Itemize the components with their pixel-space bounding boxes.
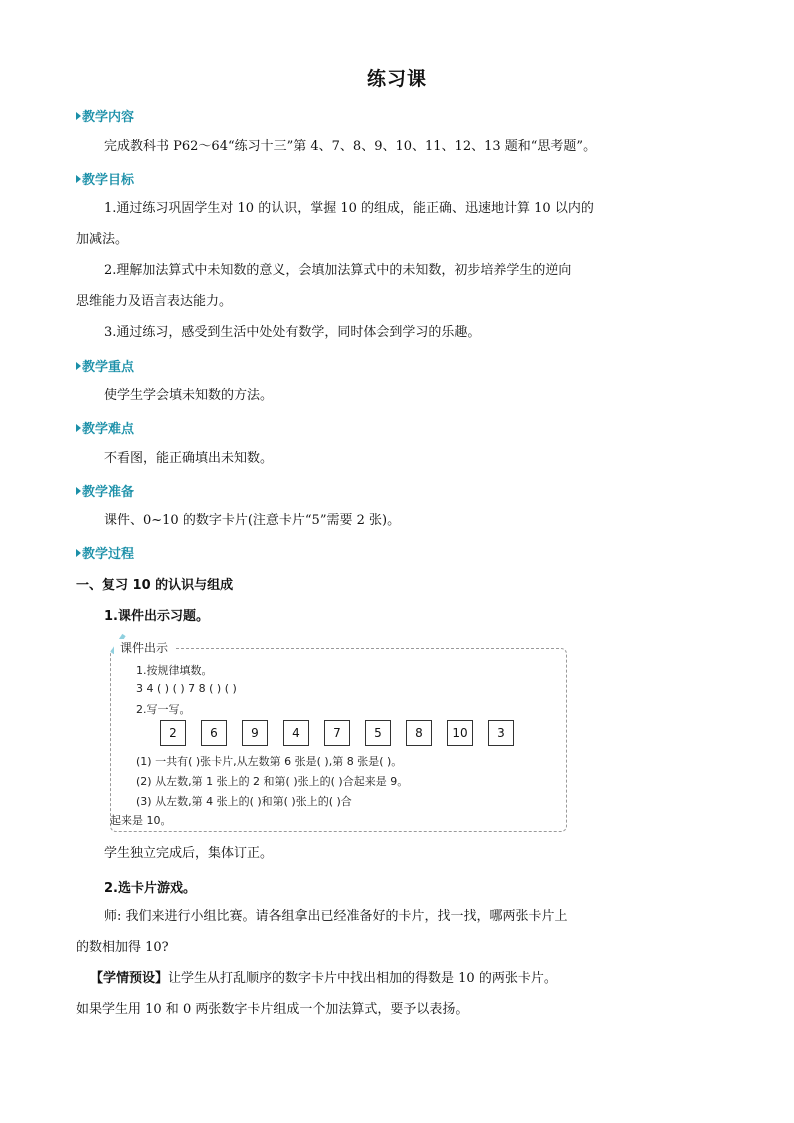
question-2: 2.写一写。 — [136, 703, 191, 716]
goal-1-line-2: 加减法。 — [76, 232, 129, 247]
difficult-text: 不看图，能正确填出未知数。 — [104, 451, 274, 466]
prep-text: 课件、0~10 的数字卡片(注意卡片“5”需要 2 张)。 — [104, 513, 401, 528]
part-1-heading: 一、复习 10 的认识与组成 — [76, 578, 234, 593]
triangle-bullet-icon — [76, 175, 81, 183]
section-heading-prep: 教学准备 — [76, 481, 134, 500]
section-heading-difficult: 教学难点 — [76, 418, 134, 437]
section-heading-key: 教学重点 — [76, 356, 134, 375]
key-text: 使学生学会填未知数的方法。 — [104, 388, 274, 403]
number-card: 7 — [324, 720, 350, 746]
step-2-heading: 2.选卡片游戏。 — [104, 881, 196, 896]
triangle-bullet-icon — [76, 112, 81, 120]
predict-paragraph — [90, 970, 557, 988]
goal-1-line-1: 1.通过练习巩固学生对 10 的认识，掌握 10 的组成，能正确、迅速地计算 10 以内的 — [104, 201, 594, 216]
section-heading-content: 教学内容 — [76, 106, 134, 125]
predict-line-2: 如果学生用 10 和 0 两张数字卡片组成一个加法算式，要予以表扬。 — [76, 1002, 469, 1017]
content-text: 完成教科书 P62～64“练习十三”第 4、7、8、9、10、11、12、13 题和“思考题”。 — [104, 139, 597, 154]
section-heading-goals: 教学目标 — [76, 169, 134, 188]
triangle-bullet-icon — [76, 424, 81, 432]
number-card: 2 — [160, 720, 186, 746]
triangle-bullet-icon — [76, 549, 81, 557]
number-card: 5 — [365, 720, 391, 746]
after-box-text: 学生独立完成后，集体订正。 — [104, 846, 274, 861]
teacher-line-2: 的数相加得 10? — [76, 940, 169, 955]
number-card: 3 — [488, 720, 514, 746]
number-card: 10 — [447, 720, 473, 746]
goal-2-line-1: 2.理解加法算式中未知数的意义，会填加法算式中的未知数，初步培养学生的逆向 — [104, 263, 572, 278]
triangle-bullet-icon — [76, 362, 81, 370]
step-1-heading: 1.课件出示习题。 — [104, 609, 209, 624]
triangle-bullet-icon — [76, 487, 81, 495]
goal-2-line-2: 思维能力及语言表达能力。 — [76, 294, 233, 309]
sub-question-3-line-2: 起来是 10。 — [110, 814, 172, 827]
number-card: 8 — [406, 720, 432, 746]
number-card: 4 — [283, 720, 309, 746]
teacher-line-1: 师: 我们来进行小组比赛。请各组拿出已经准备好的卡片，找一找，哪两张卡片上 — [104, 909, 568, 924]
sub-question-3-line-1: (3) 从左数,第 4 张上的( )和第( )张上的( )合 — [136, 795, 352, 808]
sub-question-1: (1) 一共有( )张卡片,从左数第 6 张是( ),第 8 张是( )。 — [136, 755, 403, 768]
section-heading-process: 教学过程 — [76, 543, 134, 562]
predict-line-1: 让学生从打乱顺序的数字卡片中找出相加的得数是 10 的两张卡片。 — [168, 971, 557, 986]
number-card: 9 — [242, 720, 268, 746]
goal-3: 3.通过练习，感受到生活中处处有数学，同时体会到学习的乐趣。 — [104, 325, 481, 340]
predict-label: 【学情预设】 — [90, 971, 169, 986]
sub-question-2: (2) 从左数,第 1 张上的 2 和第( )张上的( )合起来是 9。 — [136, 775, 409, 788]
question-1: 1.按规律填数。 — [136, 664, 213, 677]
question-1-sequence: 3 4 ( ) ( ) 7 8 ( ) ( ) — [136, 682, 237, 695]
page-title: 练习课 — [366, 68, 427, 90]
number-card: 6 — [201, 720, 227, 746]
courseware-tab-label: 课件出示 — [114, 639, 174, 656]
